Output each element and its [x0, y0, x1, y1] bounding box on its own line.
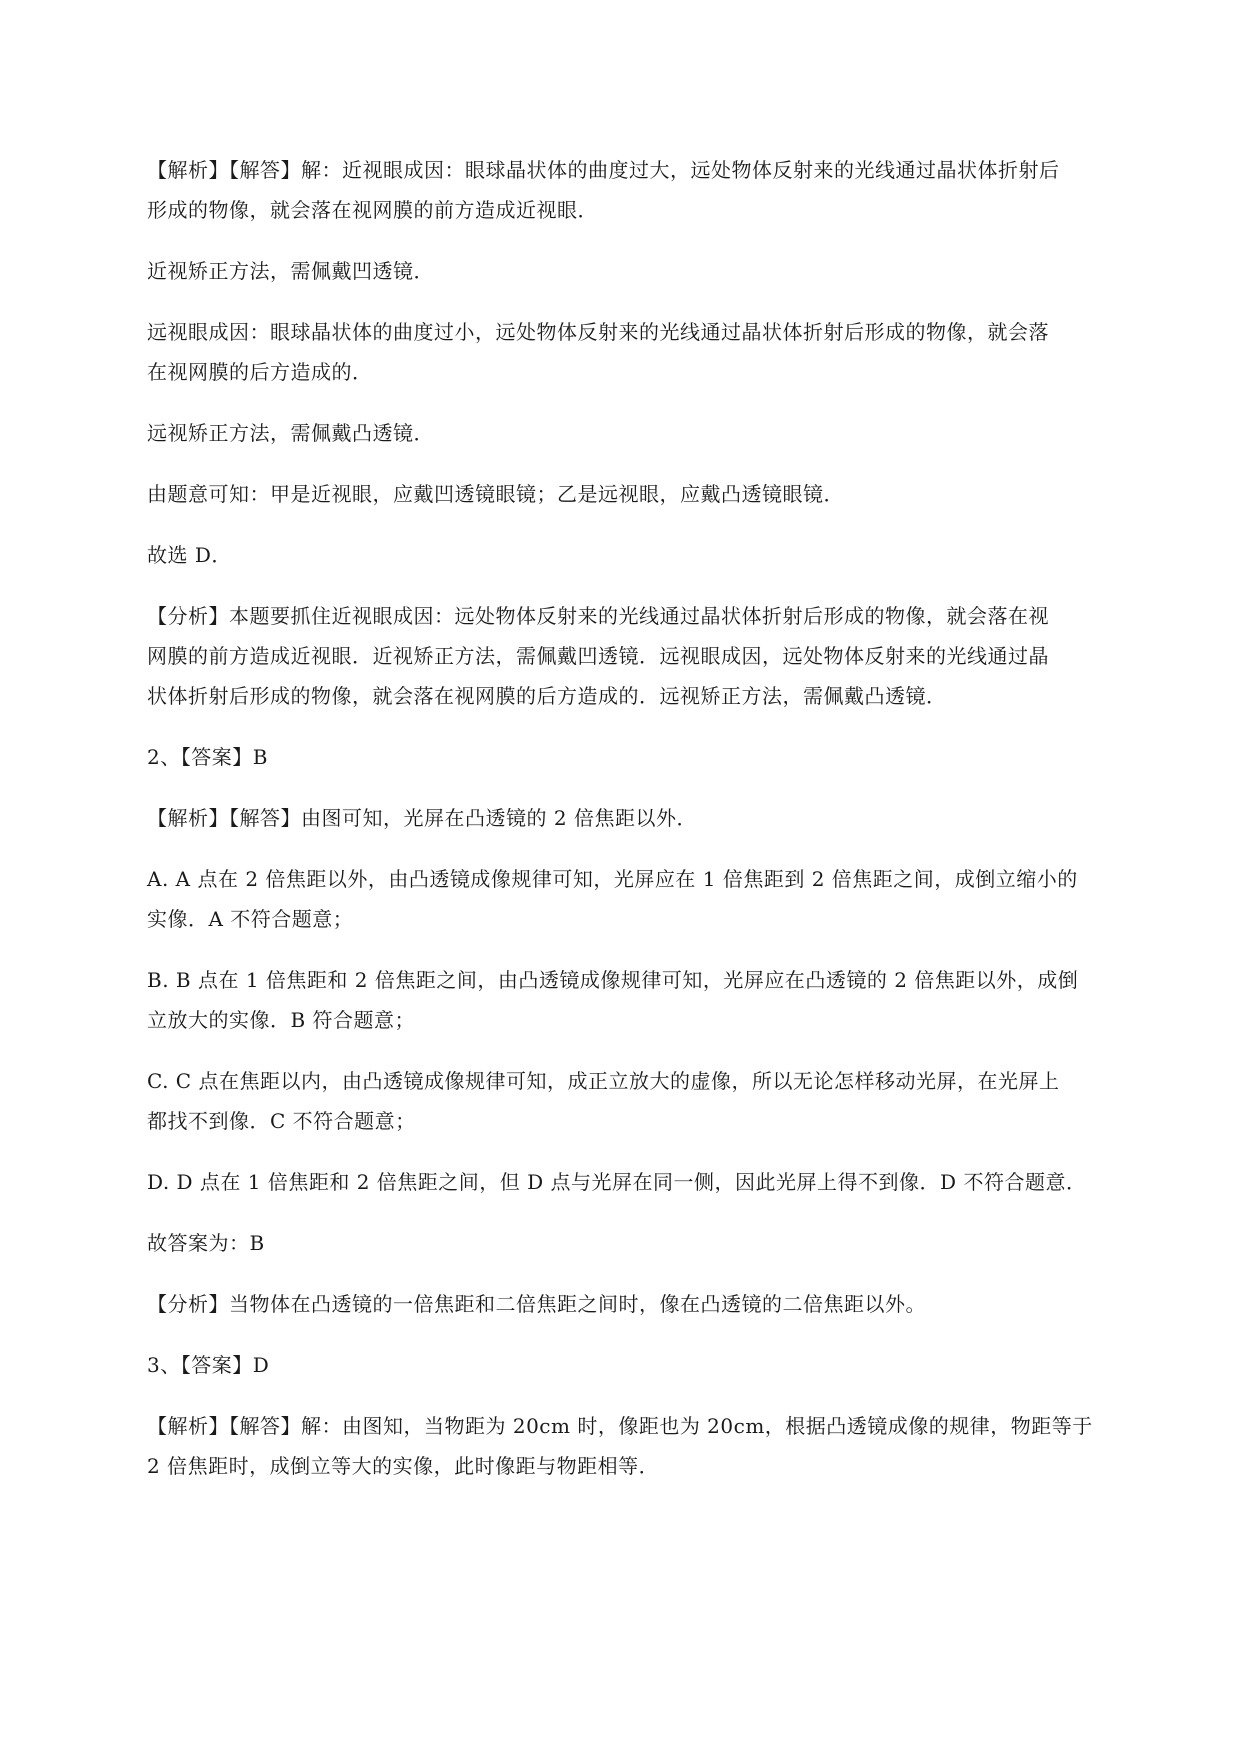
text-line: 【解析】【解答】由图可知，光屏在凸透镜的 2 倍焦距以外．	[147, 806, 697, 830]
hyperopia-cause-paragraph	[147, 312, 1147, 392]
text-line: 形成的物像，就会落在视网膜的前方造成近视眼．	[147, 198, 598, 222]
text-line: 远视矫正方法，需佩戴凸透镜．	[147, 421, 434, 445]
text-line: 故答案为：B	[147, 1231, 265, 1255]
conclusion-paragraph	[147, 474, 1147, 514]
question-2-final-answer	[147, 1223, 1147, 1263]
text-line: 在视网膜的后方造成的．	[147, 360, 373, 384]
option-b-paragraph	[147, 960, 1147, 1040]
document-body	[147, 150, 1147, 1507]
question-2-answer	[147, 737, 1147, 777]
text-line: A. A 点在 2 倍焦距以外，由凸透镜成像规律可知，光屏应在 1 倍焦距到 2 倍焦距之间，成倒立缩小的	[147, 867, 1078, 891]
option-d-paragraph	[147, 1162, 1147, 1202]
text-line: 2 倍焦距时，成倒立等大的实像，此时像距与物距相等．	[147, 1454, 660, 1478]
analysis-paragraph-1	[147, 150, 1147, 230]
text-line: 【解析】【解答】解：近视眼成因：眼球晶状体的曲度过大，远处物体反射来的光线通过晶状体折射后	[147, 158, 1060, 182]
text-line: 【分析】当物体在凸透镜的一倍焦距和二倍焦距之间时，像在凸透镜的二倍焦距以外。	[147, 1292, 926, 1316]
analysis-summary-paragraph	[147, 596, 1147, 716]
text-line: 2、【答案】B	[147, 745, 268, 769]
hyperopia-correction-paragraph	[147, 413, 1147, 453]
text-line: 都找不到像．C 不符合题意；	[147, 1109, 416, 1133]
question-3-answer	[147, 1345, 1147, 1385]
text-line: 远视眼成因：眼球晶状体的曲度过小，远处物体反射来的光线通过晶状体折射后形成的物像，就会落	[147, 320, 1049, 344]
text-line: 立放大的实像．B 符合题意；	[147, 1008, 416, 1032]
text-line: 【解析】【解答】解：由图知，当物距为 20cm 时，像距也为 20cm，根据凸透镜成像的规律，物距等于	[147, 1414, 1093, 1438]
text-line: 3、【答案】D	[147, 1353, 270, 1377]
answer-choice-paragraph	[147, 535, 1147, 575]
text-line: 近视矫正方法，需佩戴凹透镜．	[147, 259, 434, 283]
text-line: 状体折射后形成的物像，就会落在视网膜的后方造成的．远视矫正方法，需佩戴凸透镜．	[147, 684, 947, 708]
text-line: C. C 点在焦距以内，由凸透镜成像规律可知，成正立放大的虚像，所以无论怎样移动光屏，在光屏上	[147, 1069, 1060, 1093]
option-a-paragraph	[147, 859, 1147, 939]
text-line: B. B 点在 1 倍焦距和 2 倍焦距之间，由凸透镜成像规律可知，光屏应在凸透镜的 2 倍焦距以外，成倒	[147, 968, 1079, 992]
text-line: 网膜的前方造成近视眼．近视矫正方法，需佩戴凹透镜．远视眼成因，远处物体反射来的光线通过晶	[147, 644, 1049, 668]
text-line: 实像．A 不符合题意；	[147, 907, 354, 931]
question-2-analysis	[147, 798, 1147, 838]
question-3-analysis	[147, 1406, 1147, 1486]
question-2-summary	[147, 1284, 1147, 1324]
text-line: 故选 D．	[147, 543, 232, 567]
text-line: 由题意可知：甲是近视眼，应戴凹透镜眼镜；乙是远视眼，应戴凸透镜眼镜．	[147, 482, 844, 506]
option-c-paragraph	[147, 1061, 1147, 1141]
myopia-correction-paragraph	[147, 251, 1147, 291]
text-line: D. D 点在 1 倍焦距和 2 倍焦距之间，但 D 点与光屏在同一侧，因此光屏上得不到像．D 不符合题意．	[147, 1170, 1087, 1194]
text-line: 【分析】本题要抓住近视眼成因：远处物体反射来的光线通过晶状体折射后形成的物像，就会落在视	[147, 604, 1049, 628]
